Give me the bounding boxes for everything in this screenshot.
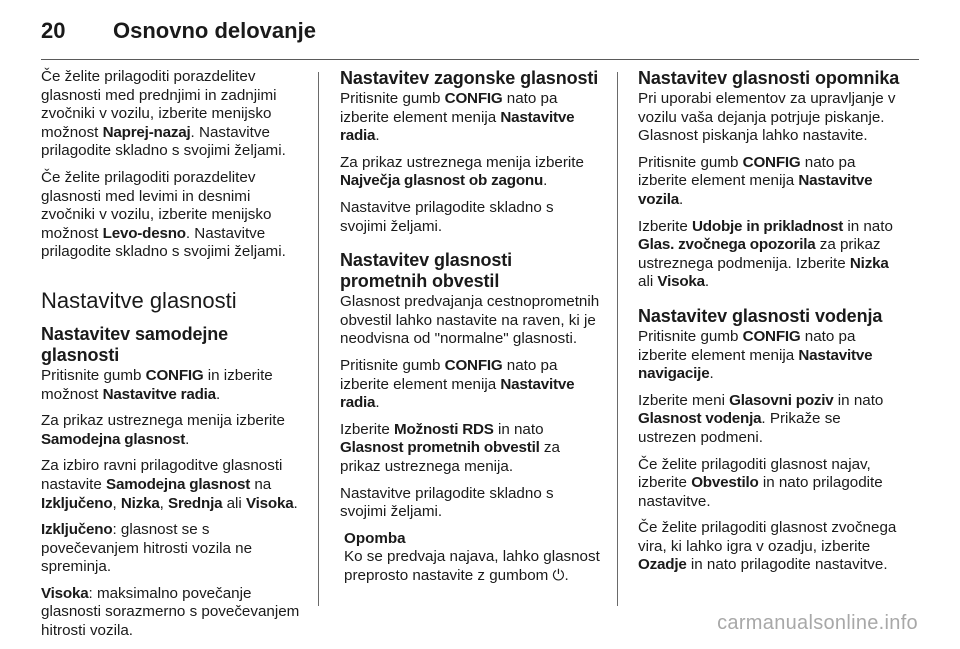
paragraph: Nastavitve prilagodite skladno s svojimi željami. (340, 484, 554, 521)
paragraph: Izberite Udobje in prikladnost in nato Glas. zvočnega opozorila za prikaz ustreznega podmenija. Izberite Nizka ali Visoka. (638, 217, 893, 291)
paragraph: Če želite prilagoditi porazdelitev glasnosti med levimi in desnimi zvočniki v vozilu, izberite menijsko možnost Levo-desno. Nastavitve prilagodite skladno s svojimi željami. (41, 168, 286, 261)
subsection-heading: Nastavitev zagonske glasnosti (340, 68, 599, 88)
subsection-heading: Nastavitev glasnosti opomnika (638, 68, 900, 88)
paragraph: Za izbiro ravni prilagoditve glasnosti nastavite Samodejna glasnost na Izključeno, Nizka, Srednja ali Visoka. (41, 457, 298, 512)
column-3 (638, 68, 900, 583)
paragraph: Pritisnite gumb CONFIG nato pa izberite element menija Nastavitve radia. (340, 90, 575, 145)
header-rule (41, 59, 919, 60)
column-1 (41, 68, 303, 649)
note-title: Opomba (344, 529, 406, 547)
paragraph: Če želite prilagoditi glasnost zvočnega vira, ki lahko igra v ozadju, izberite Ozadje in nato prilagodite nastavitve. (638, 519, 897, 574)
paragraph: Izberite meni Glasovni poziv in nato Glasnost vodenja. Prikaže se ustrezen podmeni. (638, 391, 884, 446)
paragraph: Za prikaz ustreznega menija izberite Največja glasnost ob zagonu. (340, 153, 584, 190)
paragraph: Pritisnite gumb CONFIG in izberite možnost Nastavitve radia. (41, 366, 273, 403)
paragraph: Izberite Možnosti RDS in nato Glasnost prometnih obvestil za prikaz ustreznega menija. (340, 420, 560, 475)
column-divider (617, 72, 618, 606)
subsection-heading: Nastavitev samodejne glasnosti (41, 323, 229, 365)
subsection-heading: Nastavitev glasnosti prometnih obvestil (340, 250, 513, 292)
subsection-heading: Nastavitev glasnosti vodenja (638, 305, 883, 326)
paragraph: Če želite prilagoditi porazdelitev glasnosti med prednjimi in zadnjimi zvočniki v vozilu, izberite menijsko možnost Naprej-nazaj. Nastavitve prilagodite skladno s svojimi željami. (41, 68, 286, 160)
paragraph: Pritisnite gumb CONFIG nato pa izberite element menija Nastavitve vozila. (638, 153, 873, 208)
paragraph: Pritisnite gumb CONFIG nato pa izberite element menija Nastavitve radia. (340, 356, 575, 412)
paragraph: Visoka: maksimalno povečanje glasnosti sorazmerno s povečevanjem hitrosti vozila. (41, 584, 300, 640)
paragraph: Izključeno: glasnost se s povečevanjem hitrosti vozila ne spreminja. (41, 521, 253, 576)
page-number: 20 (41, 18, 66, 43)
note-text: Ko se predvaja najava, lahko glasnost preprosto nastavite z gumbom ⏻. (344, 548, 600, 584)
page-header (41, 18, 316, 48)
paragraph: Nastavitve prilagodite skladno s svojimi željami. (340, 198, 554, 235)
watermark: carmanualsonline.info (717, 612, 918, 634)
column-divider (318, 72, 319, 606)
column-2 (340, 68, 602, 593)
paragraph: Pritisnite gumb CONFIG nato pa izberite element menija Nastavitve navigacije. (638, 327, 873, 383)
paragraph: Pri uporabi elementov za upravljanje v vozilu vaša dejanja potrjuje piskanje. Glasnost piskanja lahko nastavite. (638, 90, 896, 145)
page-title: Osnovno delovanje (113, 18, 316, 43)
paragraph: Za prikaz ustreznega menija izberite Samodejna glasnost. (41, 412, 285, 448)
paragraph: Če želite prilagoditi glasnost najav, izberite Obvestilo in nato prilagodite nastavitve. (638, 455, 883, 510)
section-heading: Nastavitve glasnosti (41, 287, 237, 313)
paragraph: Glasnost predvajanja cestnoprometnih obvestil lahko nastavite na raven, ki je neodvisna od "normalne" glasnosti. (340, 293, 600, 348)
note-box (340, 530, 602, 586)
